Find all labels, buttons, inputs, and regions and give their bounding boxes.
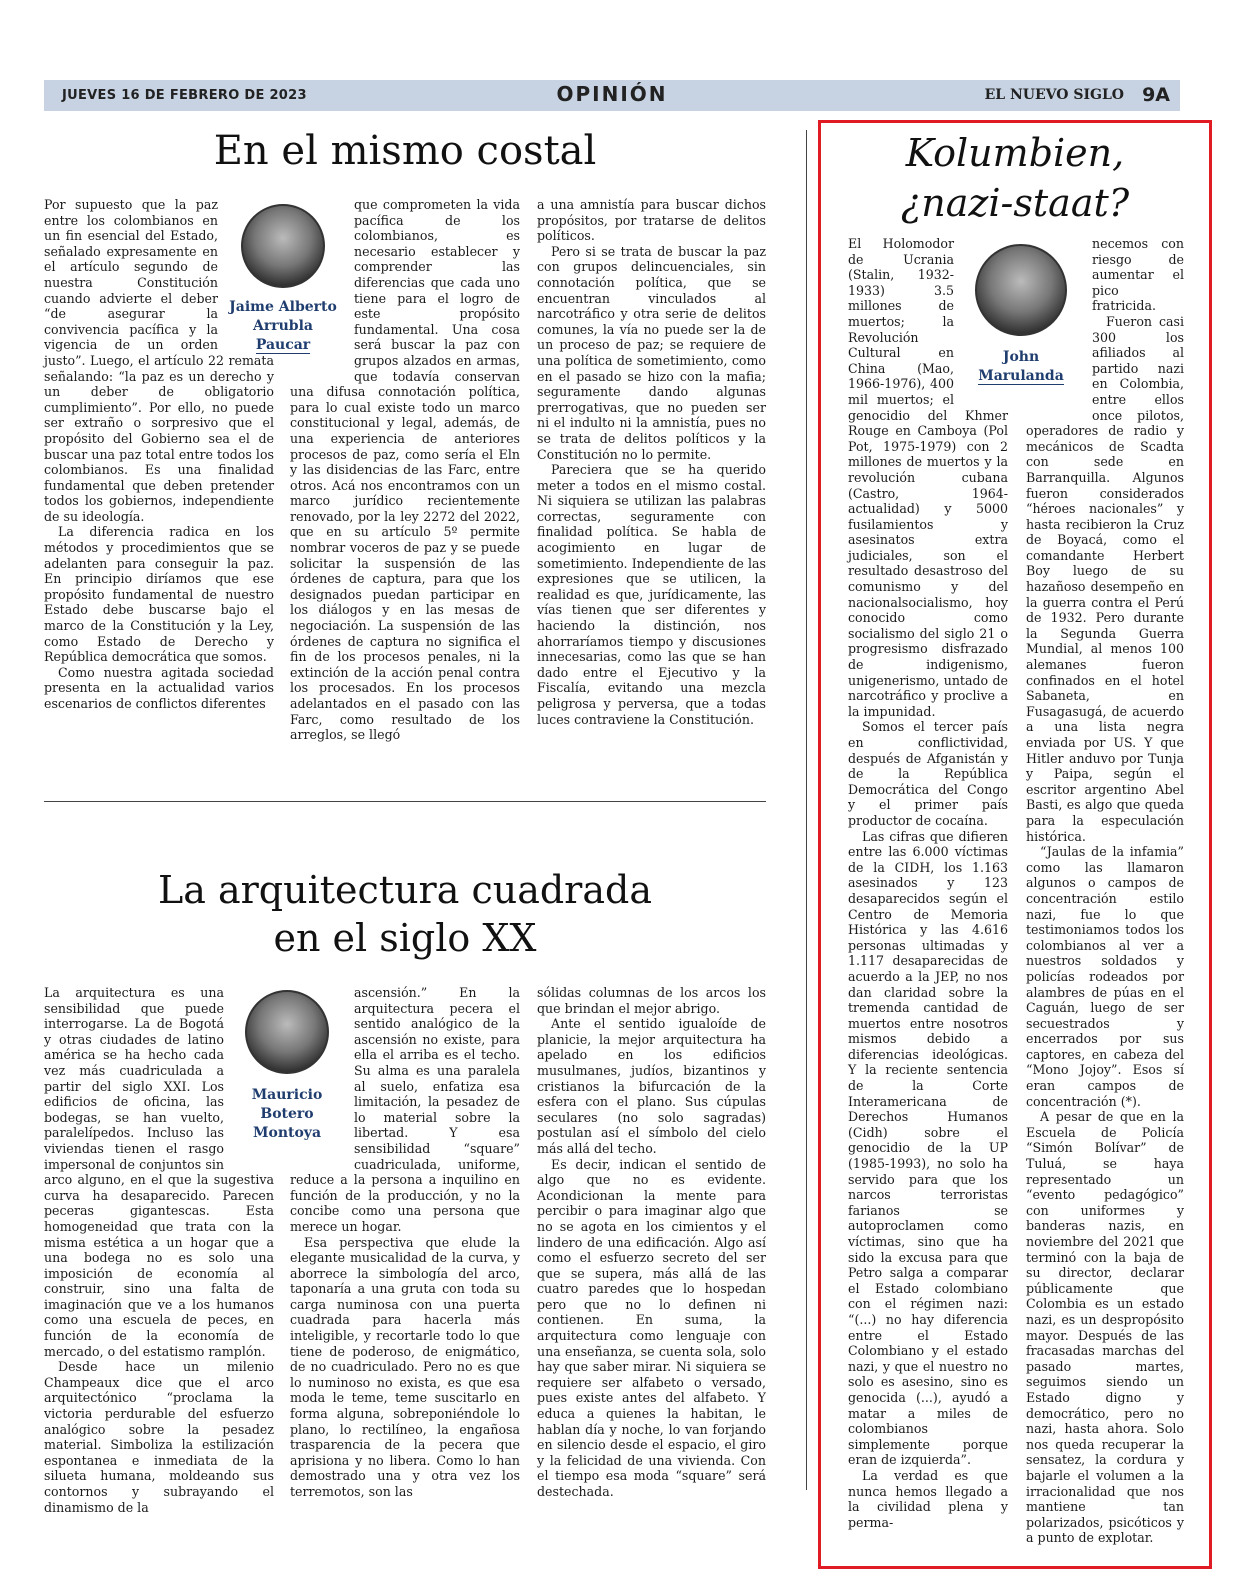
author-name-line: Mauricio: [251, 1087, 323, 1103]
article1-column-2: [290, 197, 520, 742]
article3-title-line: ¿nazi-staat?: [900, 181, 1130, 225]
header-date: JUEVES 16 DE FEBRERO DE 2023: [62, 88, 307, 103]
paragraph: sólidas columnas de los arcos los que brindan el mejor abrigo.: [537, 985, 766, 1016]
author-name-line: John: [1002, 349, 1040, 365]
paragraph: Como nuestra agitada sociedad presenta en la actualidad varios escenarios de conflictos diferentes: [44, 664, 274, 711]
header-page-number: 9A: [1142, 84, 1170, 106]
paragraph: Es decir, indican el sentido de algo que no es evidente. Acondicionan la mente para percibir o para imaginar algo que no se agota en los cimientos y el lindero de una edificación. Algo así como el esfuerzo secreto del ser que se supera, más allá de las cuatro paredes que lo hospedan pero que no lo definen ni contienen. En suma, la arquitectura como lenguaje con una enseñanza, se cuenta sola, solo hay que saber mirar. Ni siquiera se requiere ser alfabeto o versado, pues existe antes del alfabeto. Y educa a quienes la habitan, le hablan día y noche, lo van forjando en silencio desde el espacio, el giro y la felicidad de una vivienda. Con el tiempo esa moda “square” será destechada.: [537, 1156, 766, 1499]
article1-title: En el mismo costal: [213, 128, 597, 174]
paragraph: La arquitectura es una sensibilidad que puede interrogarse. La de Bogotá y otras ciudades de latino américa se ha hecho cada vez más cuadriculada a partir del siglo XXI. Los edificios de oficina, las bodegas, se han vuelto, paralelípedos. Incluso las viviendas tienen el rasgo impersonal de conjuntos sin arco alguno, en el que la sugestiva curva ha desaparecido. Parecen peceras gigantescas. Esta homogeneidad que trata con la misma estética a un hogar que a una bodega no es solo una imposición de economía al construir, sino una falta de imaginación que ve a los humanos como una escuela de peces, en función de la economía de mercado, o del estatismo ramplón.: [44, 985, 274, 1359]
paragraph: Por supuesto que la paz entre los colombianos en un fin esencial del Estado, señalado expresamente en el artículo segundo de nuestra Constitución cuando advierte el deber “de asegurar la convivencia pacífica y la vigencia de un orden justo”. Luego, el artículo 22 remata señalando: “la paz es un derecho y un deber de obligatorio cumplimiento”. Por ello, no puede ser extraño o sorpresivo que el propósito del Gobierno sea el de buscar una paz total entre todos los colombianos. Es una finalidad fundamental que deben pretender todos los gobiernos, independiente de su ideología.: [44, 197, 274, 524]
author-name-line: Arrubla: [253, 318, 313, 334]
paragraph: a una amnistía para buscar dichos propósitos, por tratarse de delitos políticos.: [537, 197, 766, 244]
paragraph: Las cifras que difieren entre las 6.000 víctimas de la CIDH, los 1.163 asesinados y 123 desaparecidos según el Centro de Memoria Histórica y las 4.616 personas ultimadas y 1.117 desaparecidas de acuerdo a la JEP, no nos dan claridad sobre la tremenda cantidad de muertos entre nosotros mismos debido a diferencias ideológicas. Y la reciente sentencia de la Corte Interamericana de Derechos Humanos (Cidh) sobre el genocidio de la UP (1985-1993), no solo ha servido para que los narcos terroristas farianos se autoproclamen como víctimas, sino que ha sido la excusa para que Petro salga a comparar el Estado colombiano con el régimen nazi: “(...) no hay diferencia entre el Estado Colombiano y el estado nazi, y que el nuestro no solo es asesino, sino es genocida (...), ayudó a matar a miles de colombianos simplemente porque eran de izquierda”.: [848, 828, 1008, 1468]
paragraph: Pareciera que se ha querido meter a todos en el mismo costal. Ni siquiera se utilizan las palabras correctas, seguramente con finalidad política. Se habla de acogimiento en lugar de sometimiento. Independiente de las expresiones que se utilicen, la realidad es que, jurídicamente, las vías tienen que ser diferentes y haciendo la distinción, nos ahorraríamos tiempo y discusiones innecesarias, como las que se han dado entre el Ejecutivo y la Fiscalía, evitando una mezcla peligrosa y perversa, que a todas luces contraviene la Constitución.: [537, 462, 766, 727]
article2-column-3: [537, 985, 766, 1497]
paragraph: Fueron casi 300 los afiliados al partido nazi en Colombia, entre ellos once pilotos, operadores de radio y mecánicos de Scadta con sede en Barranquilla. Algunos fueron considerados “héroes nacionales” y hasta recibieron la Cruz de Boyacá, como el comandante Herbert Boy luego de su hazañoso desempeño en la guerra contra el Perú de 1932. Pero durante la Segunda Guerra Mundial, al menos 100 alemanes fueron confinados en el hotel Sabaneta, en Fusagasugá, de acuerdo a una lista negra enviada por US. Y que Hitler anduvo por Tunja y Paipa, según el escritor argentino Abel Basti, es algo que queda para la especulación histórica.: [1026, 313, 1184, 844]
paragraph: ascensión.” En la arquitectura pecera el sentido analógico de la ascensión no existe, para ella el arriba es el techo. Su alma es una paralela al suelo, enfatiza esa limitación, la pesadez de lo material sobre la libertad. Y esa sensibilidad “square” cuadriculada, uniforme, reduce a la persona a inquilino en función de la producción, y no la concibe como una persona que merece un hogar.: [290, 985, 520, 1234]
paragraph: “Jaulas de la infamia” como las llamaron algunos o campos de concentración estilo nazi, fue lo que testimoniamos todos los colombianos al ver a nuestros soldados y policías rodeados por alambres de púas en el Caguán, luego de ser secuestrados y encerrados por sus captores, en cabeza del “Mono Jojoy”. Esos sí eran campos de concentración (*).: [1026, 844, 1184, 1109]
paragraph: La verdad es que nunca hemos llegado a la civilidad plena y perma-: [848, 1467, 1008, 1530]
author-name-line: Marulanda: [978, 368, 1064, 384]
header-section: OPINIÓN: [556, 82, 668, 106]
paragraph: que comprometen la vida pacífica de los colombianos, es necesario establecer y comprender las diferencias que cada uno tiene para el logro de este propósito fundamental. Una cosa será buscar la paz con grupos alzados en armas, que todavía conservan una difusa connotación política, para lo cual existe todo un marco constitucional y legal, además, de una experiencia de anteriores procesos de paz, como sería el Eln y las disidencias de las Farc, entre otros. Acá nos encontramos con un marco jurídico recientemente renovado, por la ley 2272 del 2022, que en su artículo 5º permite nombrar voceros de paz y se puede solicitar la suspensión de las órdenes de captura, para que los designados puedan participar en los diálogos y en las mesas de negociación. La suspensión de las órdenes de captura no significa el fin de los procesos penales, ni la extinción de la acción penal contra los procesados. En los procesos adelantados en el pasado con las Farc, como resultado de los arreglos, se llegó: [290, 197, 520, 743]
article3-column-2: [1026, 236, 1184, 1546]
author-name-line: Jaime Alberto: [229, 299, 337, 315]
header-brand: EL NUEVO SIGLO: [984, 87, 1124, 103]
article3-title-line: Kolumbien,: [905, 131, 1125, 175]
author-name-line: Botero: [260, 1106, 314, 1122]
page-header: [44, 80, 1180, 111]
article2-title-line: en el siglo XX: [273, 916, 537, 960]
paragraph: El Holomodor de Ucrania (Stalin, 1932-1933) 3.5 millones de muertos; la Revolución Cultural en China (Mao, 1966-1976), 400 mil muertos; el genocidio del Khmer Rouge en Camboya (Pol Pot, 1975-1979) con 2 millones de muertos y la revolución cubana (Castro, 1964-actualidad) y 5000 fusilamientos y asesinatos extra judiciales, son el resultado desastroso del comunismo y del nacionalsocialismo, hoy conocido como socialismo del siglo 21 o progresismo disfrazado de indigenismo, unigenerismo, untado de narcotráfico y proclive a la impunidad.: [848, 236, 1008, 719]
article1-column-1: [44, 197, 274, 742]
paragraph: La diferencia radica en los métodos y procedimientos que se adelanten para conseguir la paz. En principio diríamos que ese propósito fundamental de nuestro Estado debe buscarse bajo el marco de la Constitución y la Ley, como Estado de Derecho y República democrática que somos.: [44, 524, 274, 665]
paragraph: necemos con riesgo de aumentar el pico fratricida.: [1092, 236, 1184, 314]
paragraph: Ante el sentido igualoíde de planicie, la mejor arquitectura ha apelado en los edificios musulmanes, judíos, bizantinos y cristianos la bifurcación de la esfera con el plano. Sus cúpulas seculares (no solo sagradas) postulan así el símbolo del cielo más allá del techo.: [537, 1016, 766, 1156]
article-divider: [44, 801, 766, 802]
article3-column-1: [848, 236, 1008, 1530]
article1-column-3: [537, 197, 766, 742]
paragraph: Desde hace un milenio Champeaux dice que el arco arquitectónico “proclama la victoria perdurable del esfuerzo analógico sobre la pesadez material. Simboliza la estilización espontanea e inmediata de la silueta humana, moldeando sus contornos y subrayando el dinamismo de la: [44, 1359, 274, 1515]
article2-column-1: [44, 985, 274, 1515]
article3-title: [826, 128, 1204, 228]
paragraph: Somos el tercer país en conflictividad, después de Afganistán y de la República Democrática del Congo y el primer país productor de cocaína.: [848, 719, 1008, 828]
article2-title: [44, 866, 766, 962]
paragraph: A pesar de que en la Escuela de Policía “Simón Bolívar” de Tuluá, se haya representado un “evento pedagógico” con uniformes y banderas nazis, en noviembre del 2021 que terminó con la baja de su director, declarar públicamente que Colombia es un estado nazi, es un despropósito mayor. Después de las fracasadas marchas del pasado martes, seguimos siendo un Estado digno y democrático, pero no nazi, hasta ahora. Solo nos queda recuperar la sensatez, la cordura y bajarle el volumen a la irracionalidad que nos mantiene tan polarizados, psicóticos y a punto de explotar.: [1026, 1109, 1184, 1546]
article2-column-2: [290, 985, 520, 1497]
author-name-line: Paucar: [255, 337, 311, 353]
paragraph: Pero si se trata de buscar la paz con grupos delincuenciales, sin connotación política, que se encuentran vinculados al narcotráfico y otra serie de delitos comunes, la vía no puede ser la de un proceso de paz; se requiere de una política de sometimiento, como en el pasado se hizo con la mafia; seguramente dando algunas prerrogativas, que no pueden ser ni el indulto ni la amnistía, pues no se trata de delitos políticos y la Constitución no lo permite.: [537, 243, 766, 462]
paragraph: Esa perspectiva que elude la elegante musicalidad de la curva, y aborrece la simbología del arco, taponaría a una gruta con toda su carga numinosa con una puerta cuadrada para hacerla más inteligible, y recortarle todo lo que tiene de poderoso, de enigmático, de no cuadriculado. Pero no es que lo numinoso no exista, es que esa moda le teme, teme suscitarlo en forma alguna, sobreponiéndole lo plano, lo rectilíneo, la engañosa trasparencia de la pecera que aprisiona y no libera. Como lo han demostrado una y otra vez los terremotos, son las: [290, 1234, 520, 1499]
author-name-line: Montoya: [252, 1125, 322, 1141]
article2-title-line: La arquitectura cuadrada: [158, 868, 652, 912]
column-divider: [806, 130, 807, 1490]
